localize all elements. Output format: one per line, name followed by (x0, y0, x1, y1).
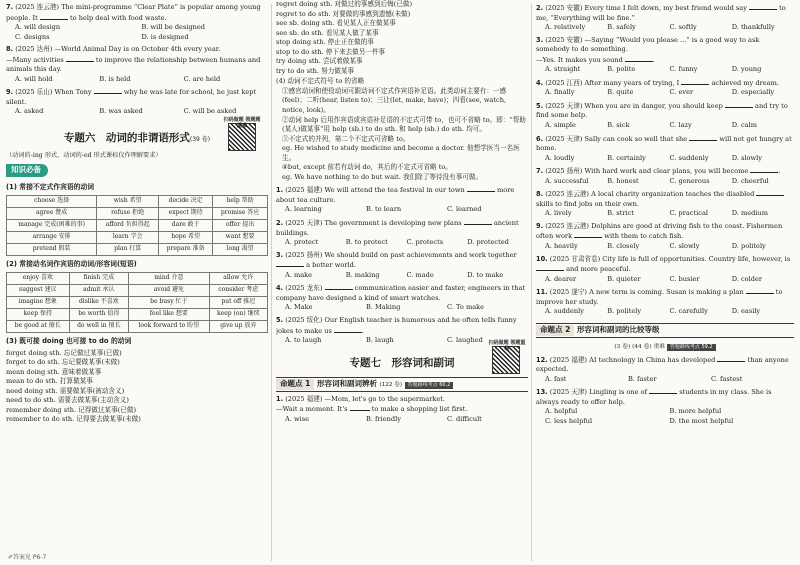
answer-blank[interactable] (725, 101, 753, 108)
list-item: need doing sth. 需要做某事(被动含义) (6, 386, 125, 395)
verb-usage-list (276, 0, 528, 76)
list-item: see sb. doing sth. 看见某人正在做某事 (276, 19, 396, 28)
answer-blank[interactable] (689, 134, 717, 141)
option[interactable]: D. cheerful (731, 176, 769, 185)
option[interactable]: C. will be asked (183, 107, 237, 116)
answer-blank[interactable] (334, 326, 362, 333)
table-cell: arrange 安排 (7, 231, 97, 243)
section-heading: (2) 常接动名词作宾语的动词/形容词(短语) (6, 259, 137, 268)
table-cell: finish 完成 (69, 272, 128, 284)
option[interactable]: B. polite (607, 65, 636, 74)
list-item: forget doing sth. 忘记做过某事(已做) (6, 348, 122, 357)
option[interactable]: B. safely (607, 23, 636, 32)
rule-text: ④but, except 前若有动词 do，其后的不定式可省略 to。 (282, 163, 452, 172)
option[interactable]: C. laughed (447, 336, 483, 345)
option[interactable]: A. make (285, 270, 313, 279)
table-cell: agree 赞成 (7, 207, 97, 219)
table-cell: want 想要 (213, 231, 268, 243)
question-12r: 12. (2025 福建) AI technology in China has developed than anyone expected. A. fast B. faster C. fastest (536, 355, 794, 385)
table-cell: learn 学会 (97, 231, 159, 243)
option[interactable]: D. slowly (731, 153, 762, 162)
table-cell: help 帮助 (213, 195, 268, 207)
topic-7-heading: 专题七 形容词和副词 扫码做题 领题重练 (276, 356, 528, 371)
example-text: eg. He wished to study medicine and become a doctor. 他想学医当一名医生。 (282, 144, 520, 162)
both-forms-list (6, 349, 268, 425)
option[interactable]: A. loudly (545, 153, 575, 162)
answer-blank[interactable] (66, 55, 94, 62)
table-cell: hope 希望 (159, 231, 213, 243)
knowledge-badge: 知识必备 (6, 164, 48, 177)
list-item: need to do sth. 需要去做某事(主动含义) (6, 396, 129, 405)
option[interactable]: A. finally (545, 88, 575, 97)
table-cell: imagine 想象 (7, 296, 70, 308)
option[interactable]: C. generous (669, 176, 710, 185)
option[interactable]: A. simple (545, 121, 576, 130)
infinitive-verbs-table (6, 195, 268, 256)
option[interactable]: B. certainly (607, 153, 646, 162)
table-cell: feel like 想要 (129, 308, 210, 320)
option[interactable]: D. especially (731, 88, 775, 97)
qr-label: 扫码做题 领题重练 (488, 339, 526, 352)
question-8r: 8. (2025 连云港) A local charity organization teaches the disabled skills to find jobs on their own. A. lively B. strict C. practical D. medium (536, 189, 794, 219)
option[interactable]: B. more helpful (669, 407, 722, 416)
answer-blank[interactable] (681, 78, 709, 85)
list-item: stop to do sth. 停下来去做另一件事 (276, 47, 386, 56)
question-11r: 11. (2025 遂宁) A new term is coming. Susan is making a plan to improve her study. A. suddenly B. politely C. carefully D. easily (536, 287, 794, 317)
table-cell: refuse 拒绝 (97, 207, 159, 219)
rule-text: ①感官动词和使役动词可跟动词不定式作宾语补足语。此类动词主要有：一感(feel)；二听(hear, listen to)；三让(let, make, have)；四看(see, watch, notice, look)。 (282, 86, 507, 115)
question-1: 1. (2025 福建) We will attend the tea festival in our town more about tea culture. A. learning B. to learn C. learned (276, 185, 528, 215)
table-cell: pretend 假装 (7, 243, 97, 255)
option[interactable]: D. politely (731, 242, 766, 251)
point-2-meta-line: (3 卷) (44 卷) 重难 答题路线考点 59.2 (536, 341, 794, 352)
option[interactable]: C. ever (669, 88, 694, 97)
list-item: mean to do sth. 打算做某事 (6, 377, 93, 386)
answer-blank[interactable] (750, 166, 778, 173)
option[interactable]: A. helpful (545, 407, 578, 416)
answer-blank[interactable] (40, 13, 68, 20)
option[interactable]: A. protect (285, 238, 319, 247)
answer-blank[interactable] (756, 189, 784, 196)
option[interactable]: D. calm (731, 121, 757, 130)
table-cell: expect 期待 (159, 207, 213, 219)
table-cell: be good at 擅长 (7, 320, 70, 332)
option[interactable]: D. is designed (141, 32, 189, 41)
option[interactable]: B. to protect (345, 238, 388, 247)
section-heading: (1) 常接不定式作宾语的动词 (6, 183, 95, 192)
list-item: remember to do sth. 记得要去做某事(未做) (6, 415, 141, 424)
answer-blank[interactable] (350, 404, 370, 411)
table-cell: choose 选择 (7, 195, 97, 207)
option[interactable]: A. fast (545, 374, 567, 383)
question-2r: 2. (2025 安徽) Every time I felt down, my best friend would say to me, “Everything will be fine.” A. relatively B. safely C. softly D. thankfully (536, 3, 794, 33)
option[interactable]: A. will hold (15, 74, 53, 83)
question-7r: 7. (2025 扬州) With hard work and clear plans, you will become . A. successful B. honest C. generous D. cheerful (536, 166, 794, 186)
option[interactable]: B. honest (607, 176, 639, 185)
option[interactable]: C. suddenly (669, 153, 709, 162)
option[interactable]: D. medium (731, 209, 768, 218)
option[interactable]: D. young (731, 65, 762, 74)
question-3r: 3. (2025 安徽) —Saying “Would you please ...” is a good way to ask somebody to do something. —Yes. It makes you sound . A. straight B. polite C. funny D. young (536, 36, 794, 75)
question-5r: 5. (2025 天津) When you are in danger, you should keep and try to find some help. A. simple B. sick C. lazy D. calm (536, 101, 794, 131)
table-cell: suggest 建议 (7, 284, 70, 296)
option[interactable]: D. colder (731, 274, 763, 283)
table-row (7, 195, 268, 207)
gerund-verbs-table (6, 272, 268, 333)
question-5: 5. (2025 绥化) Our English teacher is humorous and he often tells funny jokes to make us . A. to laugh B. laugh C. laughed (276, 316, 528, 346)
option[interactable]: B. Making (366, 303, 401, 312)
question-6r: 6. (2025 天津) Sally can cook so well that she will not get hungry at home. A. loudly B. certainly C. suddenly D. slowly (536, 134, 794, 164)
question-9r: 9. (2025 连云港) Dolphins are good at driving fish to the coast. Fishermen often work with them to catch fish. A. heavily B. closely C. slowly D. politely (536, 222, 794, 252)
option[interactable]: B. faster (628, 374, 657, 383)
table-row (7, 243, 268, 255)
answer-blank[interactable] (276, 260, 304, 267)
list-item: see sb. do sth. 看见某人做了某事 (276, 28, 379, 37)
table-row (7, 296, 268, 308)
option[interactable]: C. designs (15, 32, 50, 41)
example-text: eg. We have nothing to do but wait. 我们除了等待没有事可做。 (282, 172, 483, 181)
answer-page-reference: ✐答案见 P6-7 (8, 554, 47, 562)
column-left (6, 0, 268, 565)
option[interactable]: A. relatively (545, 23, 586, 32)
option[interactable]: C. are held (183, 74, 221, 83)
option[interactable]: A. asked (15, 107, 44, 116)
answer-blank[interactable] (717, 355, 745, 362)
table-cell: manage 完成(困难的事) (7, 219, 97, 231)
table-row (7, 231, 268, 243)
option[interactable]: C. difficult (447, 414, 482, 423)
table-cell: keep (on) 继续 (209, 308, 267, 320)
question-7: 7. (2025 连云港) The mini-programme “Clear Plate” is popular among young people. It to help deal with food waste. A. will design B. will be designed C. designs D. is designed (6, 3, 268, 42)
question-3: 3. (2025 扬州) We should build on past achievements and work together a better world. A. make B. making C. made D. to make (276, 251, 528, 281)
question-10r: 10. (2025 甘肃省卷) City life is full of opportunities. Country life, however, is and more peaceful. A. dearer B. quieter C. busier D. colder (536, 255, 794, 285)
option[interactable]: C. fastest (711, 374, 743, 383)
option[interactable]: A. heavily (545, 242, 578, 251)
question-4r: 4. (2025 江西) After many years of trying, I achieved my dream. A. finally B. quite C. ever D. especially (536, 78, 794, 98)
topic-6-heading: 专题六 动词的非谓语形式(39 卷) 扫码做题 领题题重难 (6, 131, 268, 146)
option[interactable]: C. carefully (669, 307, 708, 316)
option[interactable]: B. friendly (366, 414, 401, 423)
option[interactable]: C. funny (669, 65, 698, 74)
option[interactable]: B. is held (99, 74, 131, 83)
list-item: stop doing sth. 停止正在做的事 (276, 38, 374, 47)
list-item: mean doing sth. 意味着做某事 (6, 367, 102, 376)
option[interactable]: B. sick (607, 121, 630, 130)
question-1b: 1. (2025 福建) —Mom, let's go to the supermarket. —Wait a moment. It's to make a shopping list first. A. wise B. friendly C. difficult (276, 395, 528, 425)
table-row (7, 320, 268, 332)
option[interactable]: A. suddenly (545, 307, 585, 316)
answer-blank[interactable] (467, 185, 495, 192)
table-cell: afford 负担得起 (97, 219, 159, 231)
rule-text: ③不定式的并列，第二个不定式可省略 to。 (282, 134, 410, 143)
option[interactable]: C. practical (669, 209, 708, 218)
list-item: regret doing sth. 对做过的事感到后悔(已做) (276, 0, 413, 8)
table-row (7, 308, 268, 320)
section-heading: (3) 既可接 doing 也可接 to do 的动词 (6, 336, 132, 345)
option[interactable]: D. the most helpful (669, 416, 734, 425)
option[interactable]: C. made (406, 270, 434, 279)
table-cell: look forward to 盼望 (129, 320, 210, 332)
option[interactable]: C. less helpful (545, 416, 593, 425)
table-cell: wish 希望 (97, 195, 159, 207)
option[interactable]: A. will design (15, 23, 61, 32)
answer-blank[interactable] (649, 387, 677, 394)
option[interactable]: D. thankfully (731, 23, 775, 32)
rule-text: ②动词 help 后用作宾语或宾语补足语的不定式可带 to，也可不省略 to。即：“帮助(某人)做某事”用 help (sb.) to do sth. 和 help (sb.) do sth. 均可。 (282, 115, 526, 134)
answer-blank[interactable] (746, 287, 774, 294)
topic-6-subtitle: （动词的-ing 形式、动词的-ed 形式课标仅作理解要求） (6, 152, 162, 160)
column-right (536, 0, 794, 565)
option[interactable]: B. quieter (607, 274, 641, 283)
option[interactable]: A. Make (285, 303, 313, 312)
option[interactable]: D. to make (467, 270, 504, 279)
column-middle (276, 0, 528, 565)
table-row (7, 272, 268, 284)
answer-blank[interactable] (625, 55, 653, 62)
option[interactable]: C. busier (669, 274, 700, 283)
table-cell: prepare 准备 (159, 243, 213, 255)
option[interactable]: C. slowly (669, 242, 700, 251)
table-cell: put off 推迟 (209, 296, 267, 308)
point-2-bar: 命题点 2 形容词和副词的比较等级 (536, 323, 794, 338)
option[interactable]: B. will be designed (141, 23, 206, 32)
question-2: 2. (2025 天津) The government is developing new plans ancient buildings. A. protect B. to protect C. protects D. protected (276, 218, 528, 248)
table-cell: enjoy 喜欢 (7, 272, 70, 284)
table-row (7, 207, 268, 219)
table-cell: keep 保持 (7, 308, 70, 320)
table-row (7, 284, 268, 296)
point-1-bar: 命题点 1 形容词和副词辨析 (122 卷) 答题路线考点 60.2 (276, 377, 528, 392)
option[interactable]: B. strict (607, 209, 634, 218)
table-cell: be worth 值得 (69, 308, 128, 320)
list-item: try to do sth. 努力做某事 (276, 66, 355, 75)
table-cell: be busy 忙于 (129, 296, 210, 308)
option[interactable]: A. to laugh (285, 336, 322, 345)
table-cell: decide 决定 (159, 195, 213, 207)
table-cell: consider 考虑 (209, 284, 267, 296)
table-cell: dislike 不喜欢 (69, 296, 128, 308)
question-4: 4. (2025 龙东) communication easier and faster, engineers in that company have designed a kind of smart watches. A. Make B. Making C. To make (276, 283, 528, 313)
option[interactable]: A. learning (285, 205, 322, 214)
table-cell: dare 敢于 (159, 219, 213, 231)
answer-blank[interactable] (536, 264, 564, 271)
option[interactable]: B. making (345, 270, 380, 279)
table-cell: avoid 避免 (129, 284, 210, 296)
table-cell: plan 打算 (97, 243, 159, 255)
list-item: try doing sth. 尝试着做某事 (276, 57, 363, 66)
answer-blank[interactable] (94, 87, 122, 94)
question-8: 8. (2025 达州) —World Animal Day is on October 4th every year. —Many activities to improve the relationship between humans and animals this day. A. will hold B. is held C. are held (6, 45, 268, 84)
table-cell: promise 答应 (213, 207, 268, 219)
table-cell: allow 允许 (209, 272, 267, 284)
section-heading: (4) 动词不定式符号 to 的省略 (276, 77, 365, 86)
answer-blank[interactable] (464, 218, 492, 225)
table-cell: admit 承认 (69, 284, 128, 296)
table-cell: give up 放弃 (209, 320, 267, 332)
table-row (7, 219, 268, 231)
option[interactable]: C. learned (447, 205, 482, 214)
option[interactable]: B. was asked (99, 107, 143, 116)
list-item: forget to do sth. 忘记要做某事(未做) (6, 358, 120, 367)
option[interactable]: B. quite (607, 88, 634, 97)
table-cell: mind 介意 (129, 272, 210, 284)
option[interactable]: B. to learn (366, 205, 402, 214)
option[interactable]: C. protects (406, 238, 444, 247)
answer-blank[interactable] (749, 3, 777, 10)
question-9: 9. (2025 乐山) When Tony why he was late for school, he just kept silent. A. asked B. was asked C. will be asked (6, 87, 268, 117)
option[interactable]: C. softly (669, 23, 697, 32)
answer-blank[interactable] (325, 283, 353, 290)
option[interactable]: D. protected (467, 238, 509, 247)
table-cell: offer 提出 (213, 219, 268, 231)
option[interactable]: A. dearer (545, 274, 577, 283)
list-item: remember doing sth. 记得做过某事(已做) (6, 405, 137, 414)
qr-label: 扫码做题 领题题重难 (223, 117, 261, 130)
option[interactable]: D. easily (731, 307, 761, 316)
option[interactable]: B. laugh (366, 336, 394, 345)
option[interactable]: C. To make (447, 303, 485, 312)
answer-blank[interactable] (574, 231, 602, 238)
table-cell: long 渴望 (213, 243, 268, 255)
option[interactable]: A. lively (545, 209, 572, 218)
option[interactable]: B. closely (607, 242, 640, 251)
option[interactable]: A. straight (545, 65, 581, 74)
list-item: regret to do sth. 对要做的事感到遗憾(未做) (276, 9, 411, 18)
option[interactable]: A. wise (285, 414, 309, 423)
option[interactable]: C. lazy (669, 121, 692, 130)
option[interactable]: A. successful (545, 176, 589, 185)
table-cell: do well in 擅长 (69, 320, 128, 332)
question-13r: 13. (2025 天津) Lingling is one of students in my class. She is always ready to offer help. A. helpful B. more helpful C. less helpful D. the most helpful (536, 387, 794, 426)
option[interactable]: B. politely (607, 307, 642, 316)
